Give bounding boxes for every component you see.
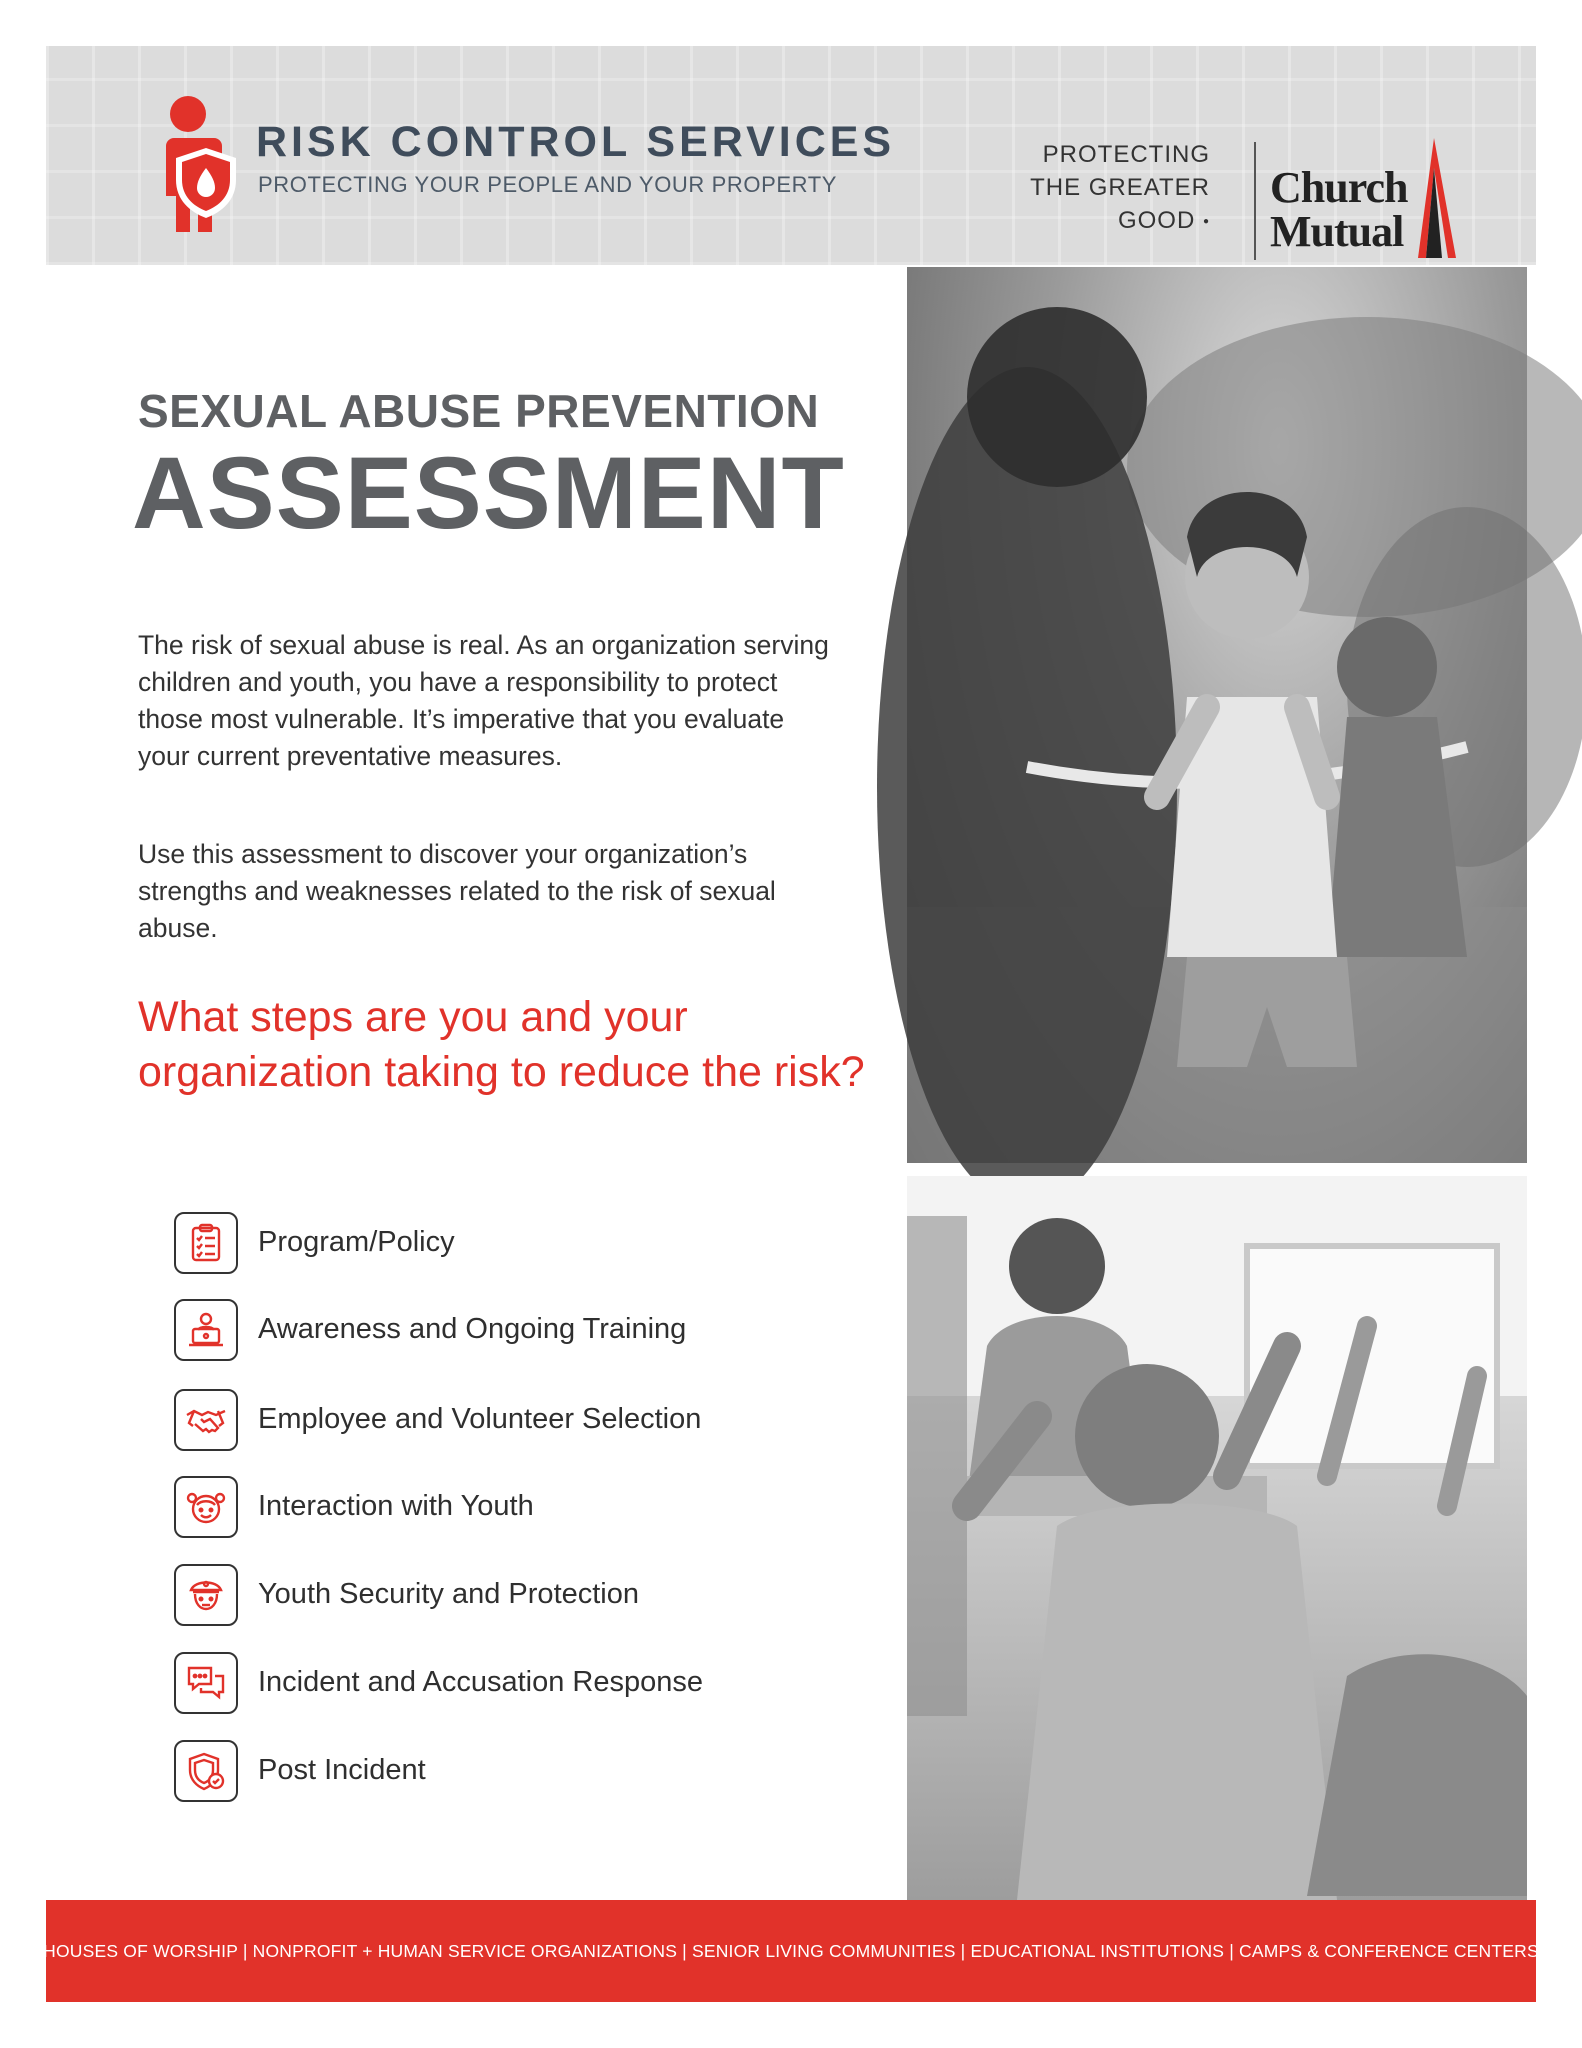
rcs-subtitle: PROTECTING YOUR PEOPLE AND YOUR PROPERTY <box>258 172 838 197</box>
list-item <box>174 1564 874 1626</box>
step-label: Awareness and Ongoing Training <box>258 1313 687 1345</box>
footer-text: HOUSES OF WORSHIP | NONPROFIT + HUMAN SERVICE ORGANIZATIONS | SENIOR LIVING COMMUNITIES | EDUCATIONAL INSTITUTIONS | CAMPS & CONFERENCE CENTERS <box>43 1940 1539 1961</box>
list-item <box>174 1740 874 1802</box>
list-item <box>174 1299 874 1361</box>
list-item <box>174 1652 874 1714</box>
rcs-title: RISK CONTROL SERVICES <box>256 118 896 166</box>
child-face-icon <box>174 1476 238 1538</box>
step-label: Youth Security and Protection <box>258 1578 640 1610</box>
list-item <box>174 1389 874 1451</box>
step-label: Incident and Accusation Response <box>258 1666 703 1698</box>
logo-line-2: Mutual <box>1270 207 1404 256</box>
page-kicker: SEXUAL ABUSE PREVENTION <box>138 385 820 437</box>
speech-bubbles-icon <box>174 1652 238 1714</box>
tagline-line: GOOD ● <box>1117 207 1210 234</box>
photo-children-tug-of-war <box>907 267 1527 1163</box>
handshake-icon <box>174 1389 238 1451</box>
logo-divider <box>1254 142 1256 260</box>
tagline-line: THE GREATER <box>1030 174 1210 201</box>
church-mutual-logo <box>1270 128 1470 278</box>
security-guard-icon <box>174 1564 238 1626</box>
tagline <box>1030 138 1210 238</box>
header-banner <box>46 46 1536 265</box>
intro-paragraph: The risk of sexual abuse is real. As an organization serving children and youth, you have a responsibility to protect those most vulnerable. It’s imperative that you evaluate your current preventative measures. <box>138 630 829 771</box>
step-label: Program/Policy <box>258 1226 455 1258</box>
question-heading: What steps are you and your organization taking to reduce the risk? <box>138 993 865 1096</box>
clipboard-checklist-icon <box>174 1212 238 1274</box>
laptop-training-icon <box>174 1299 238 1361</box>
list-item <box>174 1212 874 1274</box>
shield-check-icon <box>174 1740 238 1802</box>
intro-paragraph: Use this assessment to discover your organization’s strengths and weaknesses related to the risk of sexual abuse. <box>138 839 776 943</box>
step-label: Post Incident <box>258 1754 426 1786</box>
page-title: ASSESSMENT <box>132 436 845 550</box>
photo-classroom-raised-hands <box>907 1176 1527 1900</box>
step-label: Employee and Volunteer Selection <box>258 1403 702 1435</box>
person-shield-icon <box>154 94 244 234</box>
footer-banner <box>43 1900 1539 2002</box>
tagline-line: PROTECTING <box>1042 141 1210 168</box>
step-label: Interaction with Youth <box>258 1490 534 1522</box>
list-item <box>174 1476 874 1538</box>
church-spire-icon <box>1412 138 1472 268</box>
logo-line-1: Church <box>1270 163 1408 212</box>
